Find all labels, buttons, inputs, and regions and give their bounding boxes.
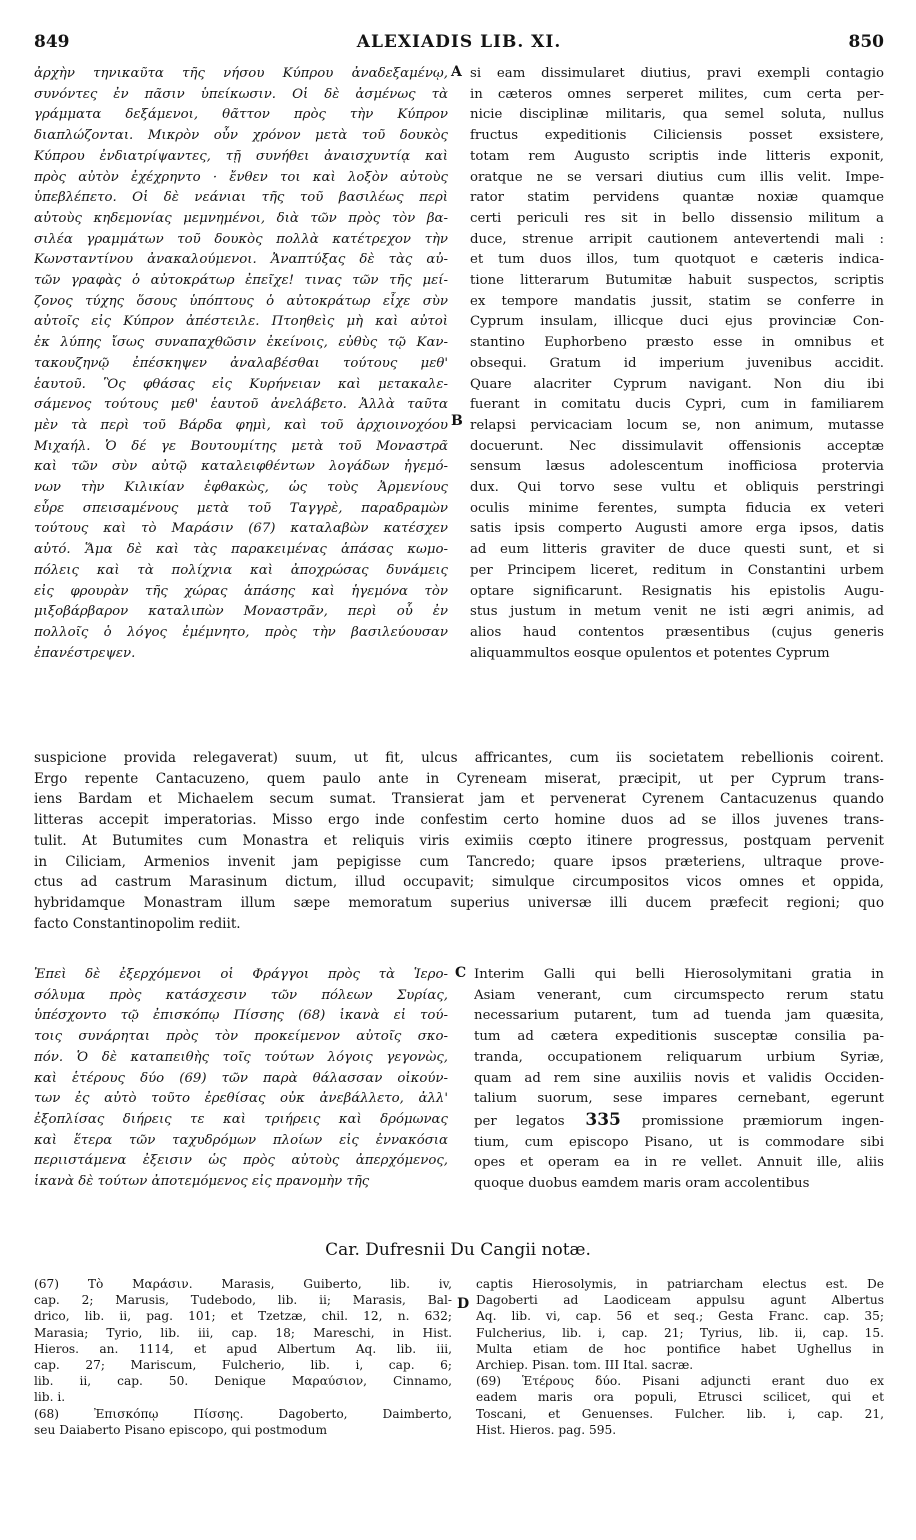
latin-text-line: ctus ad castrum Marasinum dictum, illud occupavit; simulque circumpositos vicos omnes et oppida,: [34, 874, 884, 891]
latin-text-line: Quare alacriter Cyprum navigant. Non diu ibi: [470, 376, 884, 392]
greek-text-line: τούτους καὶ τὸ Μαράσιν (67) καταλαβὼν κατέσχεν: [34, 521, 448, 537]
greek-text-line: τῶν γραφὰς ὁ αὐτοκράτωρ ἐπεῖχε! τινας τῶν τῆς μεί-: [34, 273, 448, 289]
greek-text-line: Ἐπεὶ δὲ ἐξερχόμενοι οἱ Φράγγοι πρὸς τὰ Ἱερο-: [34, 967, 448, 982]
latin-text-line: per Principem liceret, reditum in Constantini urbem: [470, 562, 884, 578]
note-line: (68) Ἐπισκόπῳ Πίσσης. Dagoberto, Daimberto,: [34, 1406, 452, 1421]
greek-text-line: νων τὴν Κιλικίαν ἐφθακὼς, ὡς τοὺς Ἀρμενίους: [34, 480, 448, 496]
latin-text-column-top: [470, 64, 884, 664]
greek-text-column-bottom: [34, 965, 448, 1193]
greek-text-line: σάμενος τούτους μεθ' ἑαυτοῦ ἀνελάβετο. Ἀλλὰ ταῦτα: [34, 397, 448, 413]
page-number-left: 849: [34, 32, 70, 52]
latin-text-line: quoque duobus eamdem maris oram accolentibus: [474, 1176, 810, 1192]
greek-text-line: πόν. Ὁ δὲ καταπειθὴς τοῖς τούτων λόγοις γεγονὼς,: [34, 1049, 448, 1065]
latin-text-line: suspicione provida relegaverat) suum, ut fit, ulcus affricantes, cum iis societatem rebellionis coirent.: [34, 750, 884, 766]
latin-text-line: ex tempore mandatis jussit, statim se conferre in: [470, 293, 884, 309]
greek-text-line: εἰς φρουρὰν τῆς χώρας ἁπάσης καὶ ἡγεμόνα τὸν: [34, 583, 448, 599]
greek-text-line: καὶ ἕτερα τῶν ταχυδρόμων πλοίων εἰς ἐννακόσια: [34, 1132, 448, 1148]
latin-text-line: satis ipsis comperto Augusti amore erga ipsos, datis: [470, 521, 884, 537]
latin-text-line: totam rem Augusto scriptis inde litteris exponit,: [470, 148, 884, 164]
latin-text-line: tium, cum episcopo Pisano, ut is commodare sibi: [474, 1134, 884, 1150]
greek-text-line: Κωνσταντίνου ἀνακαλούμενοι. Ἀναπτύξας δὲ τὰς αὐ-: [34, 252, 448, 268]
note-line: lib. ii, cap. 50. Denique Μαραύσιον, Cinnamo,: [34, 1374, 452, 1389]
latin-text-line: duce, strenue arripit cautionem antevertendi mali :: [470, 231, 884, 247]
latin-text-line: litteras accepit imperatorias. Misso ergo inde confestim certo homine duos ad se illos juvenes trans-: [34, 812, 884, 829]
latin-text-line: optare significarunt. Resignatis his epistolis Augu-: [470, 583, 884, 599]
latin-text-fragment: promissione præmiorum ingen-: [641, 1113, 884, 1129]
greek-text-line: αὐτοῖς εἰς Κύπρον ἀπέστειλε. Πτοηθεὶς μὴ καὶ αὐτοὶ: [34, 314, 448, 330]
latin-text-line: tranda, occupationem reliquarum urbium Syriæ,: [474, 1049, 884, 1065]
greek-text-line: ἐξοπλίσας διήρεις τε καὶ τριήρεις καὶ δρόμωνας: [34, 1111, 448, 1127]
note-line: (69) Ἑτέρους δύο. Pisani adjuncti erant duo ex: [476, 1374, 884, 1389]
running-title: ALEXIADIS LIB. XI.: [356, 32, 562, 52]
greek-text-line: ὑπέσχοντο τῷ ἐπισκόπῳ Πίσσης (68) ἱκανὰ εἰ τού-: [34, 1008, 448, 1024]
greek-text-line: ἐκ λύπης ἴσως συναπαχθῶσιν ἐκείνοις, εὐθὺς τῷ Καν-: [34, 335, 448, 351]
greek-text-line: ζονος τύχης ὅσους ὑπόπτους ὁ αὐτοκράτωρ εἶχε σὺν: [34, 293, 448, 309]
latin-text-line: facto Constantinopolim rediit.: [34, 915, 241, 932]
greek-text-line: συνόντες ἐν πᾶσιν ὑπείκωσιν. Οἱ δὲ ἀσμένως τὰ: [34, 86, 448, 102]
greek-text-column-top: [34, 64, 448, 664]
note-line: Hieros. an. 1114, et apud Albertum Aq. lib. iii,: [34, 1341, 452, 1356]
latin-text-line: aliquammultos eosque opulentos et potentes Cyprum: [470, 645, 830, 661]
greek-text-line: τακουζηνῷ ἐπέσκηψεν ἀναλαβέσθαι τούτους μεθ': [34, 355, 448, 371]
greek-text-line: περιιστάμενα ἐξεισιν ὡς πρὸς αὐτοὺς ἀπερχόμενος,: [34, 1153, 448, 1169]
latin-text-line: obsequi. Gratum id imperium juvenibus accidit.: [470, 355, 884, 371]
greek-text-line: σόλυμα πρὸς κατάσχεσιν τῶν πόλεων Συρίας,: [34, 987, 448, 1003]
latin-text-line: Asiam venerant, cum circumspecto rerum statu: [474, 987, 884, 1003]
note-line: seu Daiaberto Pisano episcopo, qui postmodum: [34, 1422, 328, 1437]
note-line: cap. 27; Mariscum, Fulcherio, lib. i, cap. 6;: [34, 1358, 452, 1373]
latin-text-line: [474, 1110, 884, 1133]
notes-column-right: [476, 1276, 884, 1438]
latin-text-line: hybridamque Monastram illum sæpe memoratum superius universæ illi ducem præfecit regioni; quo: [34, 894, 884, 911]
greek-text-line: πρὸς αὐτὸν ἐχέχρηντο · ἔνθεν τοι καὶ λοξὸν αὐτοὺς: [34, 169, 448, 185]
latin-text-line: Cyprum insulam, illicque duci ejus provinciæ Con-: [470, 314, 884, 330]
latin-text-line: Interim Galli qui belli Hierosolymitani gratia in: [474, 967, 884, 982]
notes-title: Car. Dufresnii Du Cangii notæ.: [325, 1240, 591, 1260]
latin-text-line: in Ciliciam, Armenios invenit jam pepigisse cum Tancredo; quare ipsos præteriens, ultraque prove-: [34, 853, 884, 870]
note-line: Hist. Hieros. pag. 595.: [476, 1422, 617, 1437]
note-line: cap. 2; Marusis, Tudebodo, lib. ii; Marasis, Bal-: [34, 1293, 452, 1308]
margin-letter-a: A: [451, 64, 462, 80]
note-line: lib. i.: [34, 1390, 66, 1405]
latin-text-line: fructus expeditionis Ciliciensis posset exsistere,: [470, 128, 884, 144]
latin-text-line: et tum duos illos, tum quotquot e cæteris indica-: [470, 252, 884, 268]
greek-text-line: καὶ ἑτέρους δύο (69) τῶν παρὰ θάλασσαν οἰκούν-: [34, 1070, 448, 1086]
latin-text-line: stantino Euphorbeno præsto esse in omnibus et: [470, 335, 884, 351]
greek-text-line: των ἐς αὐτὸ τοῦτο ἐρεθίσας οὐκ ἀνεβάλλετο, ἀλλ': [34, 1091, 448, 1107]
latin-text-line: sensum læsus adolescentum inofficiosa protervia: [470, 459, 884, 475]
page-number-right: 850: [848, 32, 884, 52]
page-header: [34, 32, 884, 54]
greek-text-line: καὶ τῶν σὺν αὐτῷ καταλειφθέντων λογάδων ἡγεμό-: [34, 459, 448, 475]
note-line: Toscani, et Genuenses. Fulcher. lib. i, cap. 21,: [476, 1406, 884, 1421]
latin-text-line: tum ad cætera expeditionis susceptæ consilia pa-: [474, 1029, 884, 1045]
latin-text-line: in cæteros omnes serperet milites, cum certa per-: [470, 86, 884, 102]
greek-text-line: αὐτοὺς κηδεμονίας μεμνημένοι, διὰ τῶν πρὸς τὸν βα-: [34, 210, 448, 226]
latin-text-line: talium suorum, sese impares cernebant, egerunt: [474, 1091, 884, 1107]
latin-text-line: alios haud contentos præsentibus (cujus generis: [470, 624, 884, 640]
greek-text-line: Μιχαήλ. Ὁ δέ γε Βουτουμίτης μετὰ τοῦ Μοναστρᾶ: [34, 438, 448, 454]
greek-text-line: σιλέα γραμμάτων τοῦ δουκὸς πολλὰ κατέτρεχον τὴν: [34, 231, 448, 247]
greek-text-line: εὗρε σπεισαμένους μετὰ τοῦ Ταγγρὲ, παραδραμὼν: [34, 500, 448, 516]
latin-text-fragment: per legatos: [474, 1113, 565, 1129]
greek-text-line: αὐτό. Ἅμα δὲ καὶ τὰς παρακειμένας ἁπάσας κωμο-: [34, 542, 448, 558]
greek-text-line: γράμματα δεξάμενοι, θᾶττον πρὸς τὴν Κύπρον: [34, 107, 448, 123]
note-line: Multa etiam de hoc pontifice habet Ughellus in: [476, 1341, 884, 1356]
latin-text-line: stus justum in metum venit ne isti ægri animis, ad: [470, 604, 884, 620]
margin-letter-c: C: [455, 965, 467, 981]
latin-text-line: ad eum litteris graviter de duce questi sunt, et si: [470, 542, 884, 558]
greek-text-line: ἑαυτοῦ. Ὃς φθάσας εἰς Κυρήνειαν καὶ μετακαλε-: [34, 376, 448, 392]
margin-letter-b: B: [451, 413, 463, 429]
note-line: drico, lib. ii, pag. 101; et Tzetzæ, chil. 12, n. 632;: [34, 1309, 452, 1324]
latin-text-line: oculis minime ferentes, sumpta fiducia ex veteri: [470, 500, 884, 516]
greek-text-line: ἱκανὰ δὲ τούτων ἀποτεμόμενος εἰς πρανομὴν τῆς: [34, 1174, 370, 1190]
latin-text-line: docuerunt. Nec dissimulavit offensionis acceptæ: [470, 438, 884, 454]
note-line: eadem maris ora populi, Etrusci scilicet, qui et: [476, 1390, 884, 1405]
note-line: Marasia; Tyrio, lib. iii, cap. 18; Mareschi, in Hist.: [34, 1325, 452, 1340]
latin-text-line: necessarium putarent, tum ad tuenda jam quæsita,: [474, 1008, 884, 1024]
greek-text-line: ὑπεβλέπετο. Οἱ δὲ νεάνιαι τῆς τοῦ βασιλέως περὶ: [34, 190, 448, 206]
latin-text-column-bottom: [474, 965, 884, 1195]
greek-text-line: πόλεις καὶ τὰ πολίχνια καὶ ἀποχρώσας δυνάμεις: [34, 562, 448, 578]
greek-text-line: ἀρχὴν τηνικαῦτα τῆς νήσου Κύπρου ἀναδεξαμένῳ,: [34, 66, 448, 81]
note-line: Dagoberti ad Laodiceam appulsu agunt Albertus: [476, 1293, 884, 1308]
latin-text-line: si eam dissimularet diutius, pravi exempli contagio: [470, 66, 884, 81]
greek-text-line: διαπλώζονται. Μικρὸν οὖν χρόνον μετὰ τοῦ δουκὸς: [34, 128, 448, 144]
greek-text-line: πολλοῖς ὁ λόγος ἐμέμνητο, πρὸς τὴν βασιλεύουσαν: [34, 624, 448, 640]
latin-text-line: Ergo repente Cantacuzeno, quem paulo ante in Cyreneam miserat, præcipit, ut per Cyprum trans-: [34, 770, 884, 787]
latin-text-line: dux. Qui torvo sese vultu et obliquis perstringi: [470, 480, 884, 496]
latin-text-line: relapsi pervicaciam locum se, non animum, mutasse: [470, 417, 884, 433]
greek-text-line: μιξοβάρβαρον καταλιπὼν Μοναστρᾶν, περὶ οὗ ἐν: [34, 604, 448, 620]
latin-text-line: certi periculi res sit in bello dissensio militum a: [470, 210, 884, 226]
latin-text-line: iens Bardam et Michaelem secum sumat. Transierat jam et pervenerat Cyrenem Cantacuzenus quando: [34, 791, 884, 808]
latin-text-line: quam ad rem sine auxiliis novis et validis Occiden-: [474, 1070, 884, 1086]
note-line: Archiep. Pisan. tom. III Ital. sacræ.: [476, 1358, 694, 1373]
note-line: Fulcherius, lib. i, cap. 21; Tyrius, lib. ii, cap. 15.: [476, 1325, 884, 1340]
edition-page-marker: 335: [564, 1109, 642, 1130]
latin-text-line: rator statim pervidens quantæ noxiæ quamque: [470, 190, 884, 206]
greek-text-line: τοις συνάρηται πρὸς τὸν προκείμενον αὐτοῖς σκο-: [34, 1029, 448, 1045]
greek-text-line: μὲν τὰ περὶ τοῦ Βάρδα φημὶ, καὶ τοῦ ἀρχιοινοχόου: [34, 417, 448, 433]
notes-column-left: [34, 1276, 452, 1438]
note-line: (67) Τὸ Μαράσιν. Marasis, Guiberto, lib. iv,: [34, 1277, 452, 1291]
note-line: captis Hierosolymis, in patriarcham electus est. De: [476, 1277, 884, 1291]
latin-full-width-paragraph: [34, 748, 884, 934]
latin-text-line: tione litterarum Butumitæ habuit suspectos, scriptis: [470, 273, 884, 289]
latin-text-line: nicie disciplinæ militaris, qua semel soluta, nullus: [470, 107, 884, 123]
latin-text-line: oratque ne se versari diutius cum illis velit. Impe-: [470, 169, 884, 185]
note-line: Aq. lib. vi, cap. 56 et seq.; Gesta Franc. cap. 35;: [476, 1309, 884, 1324]
greek-text-line: Κύπρου ἐνδιατρίψαντες, τῇ συνήθει ἀναισχυντίᾳ καὶ: [34, 148, 448, 164]
margin-letter-d: D: [457, 1296, 470, 1312]
latin-text-line: opes et operam ea in re vellet. Annuit ille, aliis: [474, 1155, 884, 1171]
greek-text-line: ἐπανέστρεψεν.: [34, 645, 136, 661]
latin-text-line: tulit. At Butumites cum Monastra et reliquis viris eximiis cœpto itinere progressus, postquam pervenit: [34, 832, 884, 849]
latin-text-line: fuerant in comitatu ducis Cypri, cum in familiarem: [470, 397, 884, 413]
